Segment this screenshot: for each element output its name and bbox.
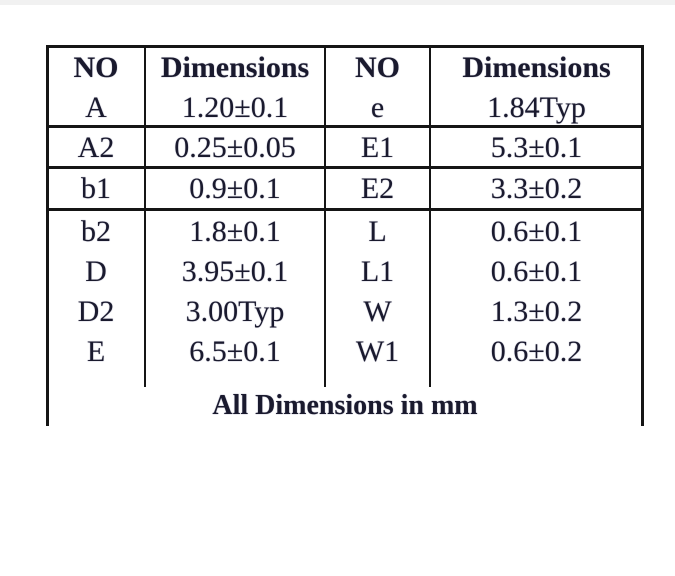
- dim-symbol: D: [85, 255, 107, 288]
- dim-value: 3.3±0.2: [490, 172, 583, 205]
- column-header-no-1: NO: [73, 51, 119, 84]
- dim-symbol: L1: [360, 255, 395, 288]
- table-row: [47, 334, 643, 370]
- column-header-dim-1: Dimensions: [160, 51, 310, 84]
- table-border-top: [47, 45, 643, 48]
- dim-symbol: W1: [355, 335, 400, 368]
- table-row: [47, 214, 643, 250]
- top-strip: [0, 0, 675, 5]
- table-header-row: [47, 50, 643, 86]
- column-header-no-2: NO: [355, 51, 400, 84]
- dim-symbol: L: [368, 215, 387, 248]
- dim-symbol: e: [370, 91, 385, 124]
- dim-symbol: b1: [81, 172, 111, 205]
- dim-value: 0.25±0.05: [174, 131, 296, 164]
- table-separator-3: [47, 208, 643, 211]
- table-row: [47, 90, 643, 126]
- dim-value: 1.3±0.2: [490, 295, 583, 328]
- dim-value: 1.84Typ: [487, 91, 586, 124]
- dim-symbol: E: [86, 335, 106, 368]
- table-separator-2: [47, 166, 643, 169]
- table-row: [47, 130, 643, 166]
- column-header-dim-2: Dimensions: [462, 51, 611, 84]
- dim-symbol: W: [363, 295, 392, 328]
- dim-value: 1.20±0.1: [181, 91, 289, 124]
- table-row: [47, 171, 643, 207]
- dim-symbol: A: [85, 91, 107, 124]
- dim-symbol: A2: [77, 131, 115, 164]
- dim-value: 3.00Typ: [185, 295, 285, 328]
- table-caption: All Dimensions in mm: [212, 390, 478, 421]
- dim-symbol: E1: [360, 131, 395, 164]
- dim-value: 3.95±0.1: [181, 255, 289, 288]
- dim-symbol: b2: [81, 215, 111, 248]
- dim-value: 6.5±0.1: [189, 335, 281, 368]
- table-row: [47, 254, 643, 290]
- table-row: [47, 294, 643, 330]
- dim-symbol: D2: [77, 295, 115, 328]
- dim-symbol: E2: [360, 172, 395, 205]
- dim-value: 0.9±0.1: [189, 172, 281, 205]
- dim-value: 1.8±0.1: [189, 215, 281, 248]
- dim-value: 0.6±0.2: [490, 335, 583, 368]
- dim-value: 0.6±0.1: [490, 255, 583, 288]
- dim-value: 0.6±0.1: [490, 215, 583, 248]
- dim-value: 5.3±0.1: [490, 131, 583, 164]
